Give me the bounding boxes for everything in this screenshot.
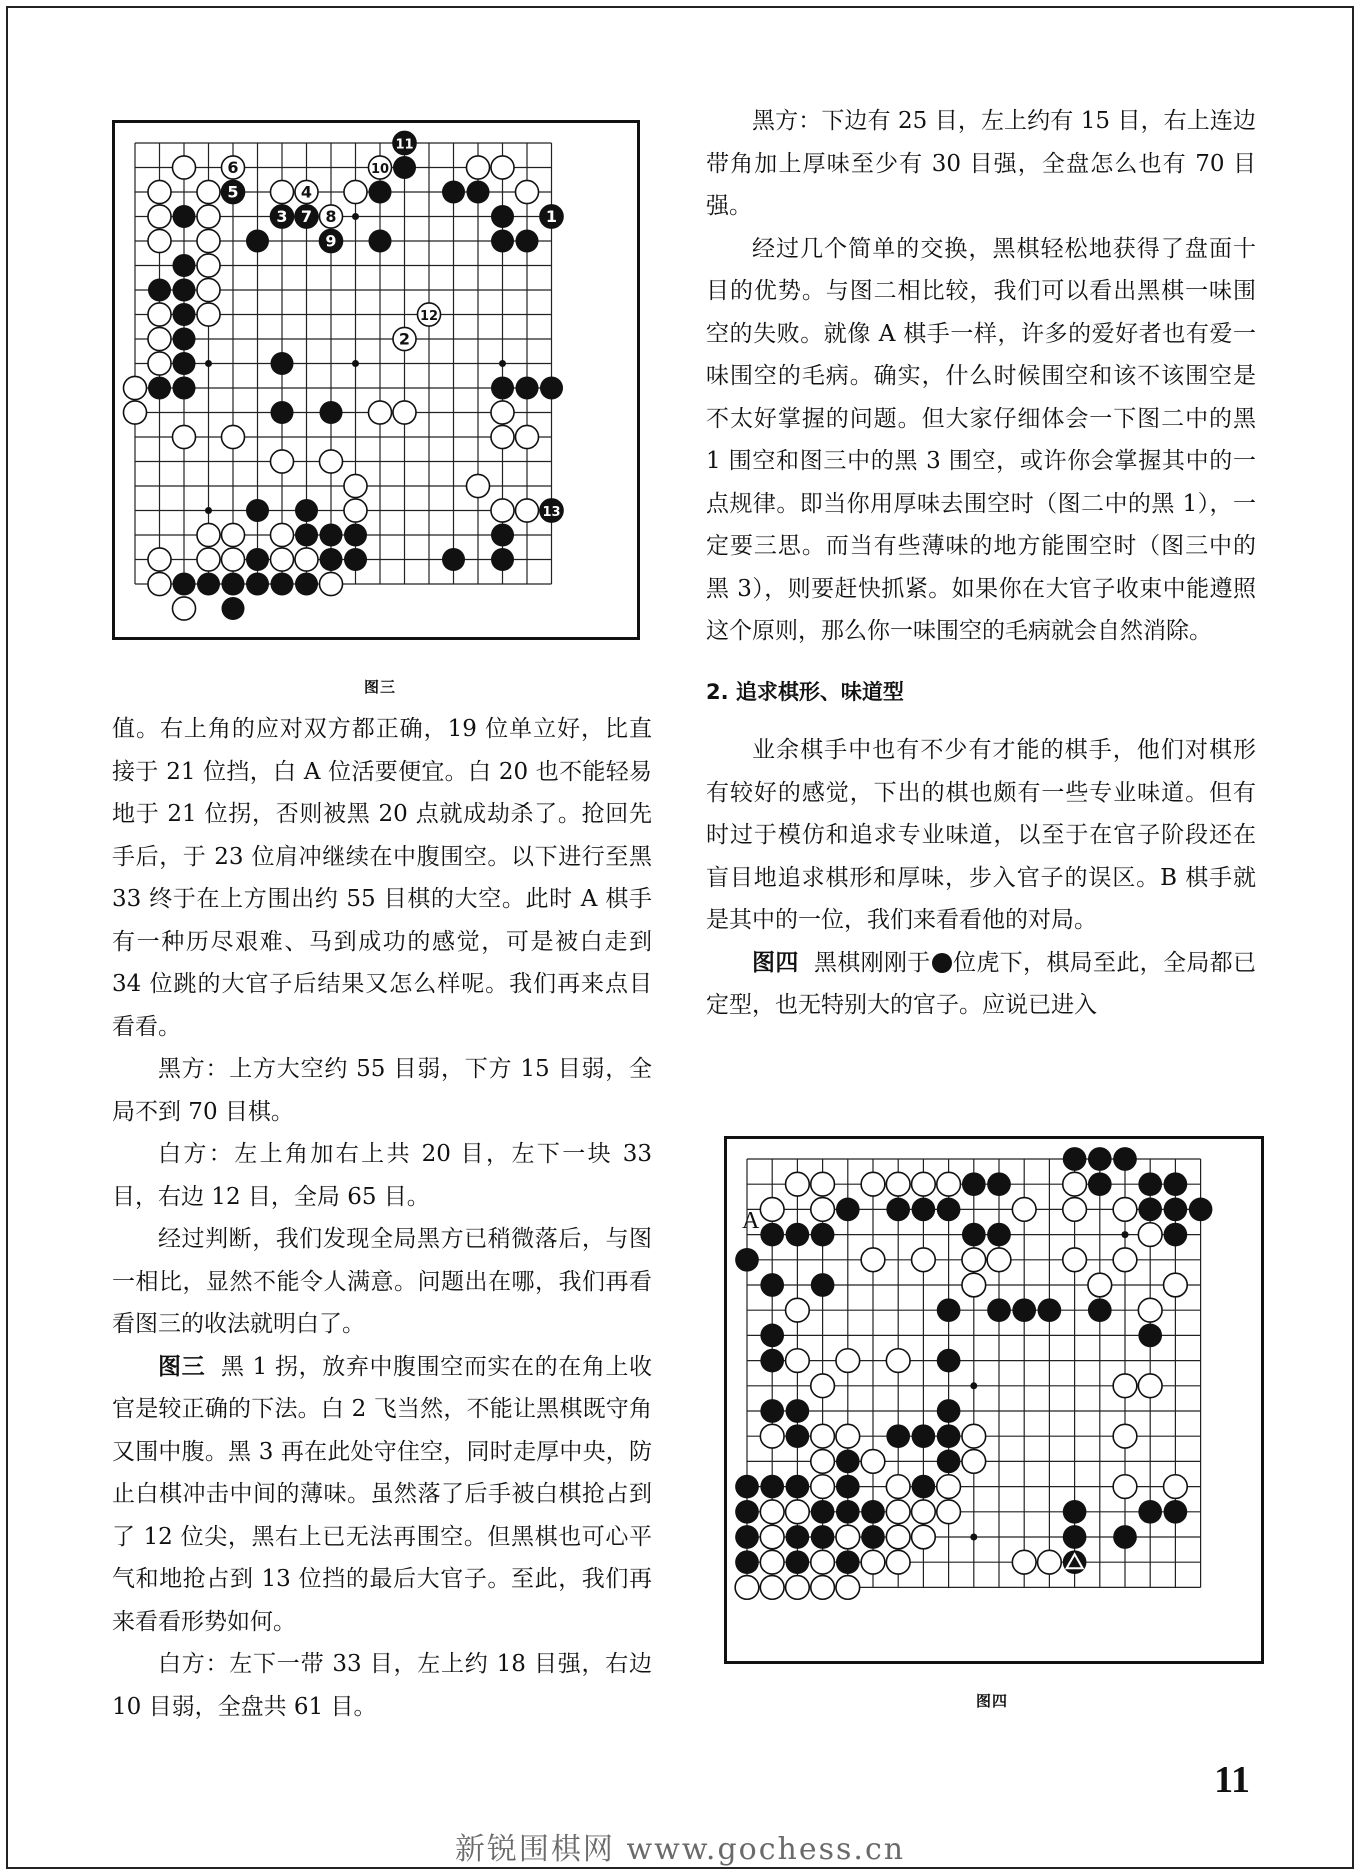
figure3-white-stone — [197, 254, 220, 277]
figure4-black-stone — [912, 1198, 936, 1222]
figure4-black-stone — [836, 1450, 860, 1474]
figure4-black-stone — [1063, 1500, 1087, 1524]
figure4-black-stone — [937, 1298, 961, 1322]
figure4-black-stone — [962, 1223, 986, 1247]
right-paragraph-4 — [706, 942, 1256, 1027]
figure4-white-stone — [987, 1248, 1011, 1272]
figure4-black-stone — [811, 1500, 835, 1524]
figure4-white-stone — [886, 1172, 910, 1196]
figure4-black-stone — [786, 1475, 810, 1499]
figure4-black-stone — [811, 1525, 835, 1549]
figure3-white-stone — [148, 303, 171, 326]
figure4-black-stone — [760, 1349, 784, 1373]
figure3-black-stone — [172, 376, 195, 399]
figure3-black-stone — [270, 401, 293, 424]
figure4-black-stone — [786, 1424, 810, 1448]
figure3-black-stone — [319, 548, 342, 571]
figure4-white-stone — [1138, 1298, 1162, 1322]
left-paragraph-2: 黑方：上方大空约 55 目弱，下方 15 目弱，全局不到 70 目棋。 — [112, 1056, 652, 1125]
figure3-white-stone — [221, 523, 244, 546]
figure4-black-stone — [937, 1399, 961, 1423]
figure4-white-stone — [811, 1576, 835, 1600]
figure4-board — [724, 1136, 1264, 1664]
figure4-black-stone — [987, 1172, 1011, 1196]
figure3-black-stone — [295, 572, 318, 595]
figure3-white-stone — [148, 180, 171, 203]
figure3-black-stone — [172, 303, 195, 326]
figure3-stone-number: 8 — [325, 207, 337, 226]
figure3-white-stone — [221, 548, 244, 571]
figure4-white-stone — [1063, 1198, 1087, 1222]
figure4-black-stone — [937, 1450, 961, 1474]
figure3-black-stone — [491, 205, 514, 228]
figure3-black-stone — [172, 572, 195, 595]
figure4-black-stone — [836, 1500, 860, 1524]
figure4-black-stone — [811, 1223, 835, 1247]
figure3-black-stone — [540, 376, 563, 399]
figure4-black-stone — [735, 1248, 759, 1272]
figure4-black-stone — [760, 1324, 784, 1348]
figure3-black-stone — [515, 376, 538, 399]
figure4-black-stone — [1164, 1500, 1188, 1524]
figure4-white-stone — [1164, 1273, 1188, 1297]
figure3-black-stone — [172, 205, 195, 228]
figure4-black-stone — [912, 1424, 936, 1448]
figure4-black-stone — [937, 1424, 961, 1448]
figure3-white-stone — [148, 205, 171, 228]
figure3-black-stone — [319, 523, 342, 546]
figure4-white-stone — [760, 1525, 784, 1549]
figure3-white-stone — [148, 572, 171, 595]
right-paragraph-3: 业余棋手中也有不少有才能的棋手，他们对棋形有较好的感觉，下出的棋也颇有一些专业味道。但有时过于模仿和追求专业味道，以至于在官子阶段还在盲目地追求棋形和厚味，步入官子的误区。B 棋手就是其中的一位，我们来看看他的对局。 — [706, 737, 1256, 933]
figure4-black-stone — [1063, 1525, 1087, 1549]
figure3-white-stone — [270, 548, 293, 571]
figure4-white-stone — [861, 1550, 885, 1574]
figure4-black-stone — [1063, 1147, 1087, 1171]
figure4-white-stone — [836, 1525, 860, 1549]
figure4-white-stone — [912, 1500, 936, 1524]
figure4-black-stone — [1138, 1172, 1162, 1196]
figure3-black-stone — [491, 229, 514, 252]
figure3-white-stone — [197, 303, 220, 326]
figure4-black-stone — [1138, 1500, 1162, 1524]
figure3-white-stone — [368, 401, 391, 424]
figure4-black-stone — [1164, 1172, 1188, 1196]
figure4-white-stone — [786, 1576, 810, 1600]
figure3-black-stone — [246, 572, 269, 595]
figure4-black-stone — [1164, 1223, 1188, 1247]
figure3-black-stone — [172, 327, 195, 350]
figure4-black-stone — [1138, 1324, 1162, 1348]
figure3-black-stone — [246, 548, 269, 571]
figure3-white-stone — [197, 523, 220, 546]
figure3-black-stone — [344, 548, 367, 571]
figure4-white-stone — [760, 1500, 784, 1524]
right-paragraph-1: 黑方：下边有 25 目，左上约有 15 目，右上连边带角加上厚味至少有 30 目强，全盘怎么也有 70 目强。 — [706, 108, 1256, 219]
left-paragraph-5 — [112, 1346, 652, 1644]
figure4-white-stone — [1164, 1475, 1188, 1499]
figure3-white-stone — [123, 401, 146, 424]
figure3-black-stone — [491, 523, 514, 546]
figure3-board — [112, 120, 640, 640]
figure3-white-stone — [148, 229, 171, 252]
figure4-white-stone — [760, 1576, 784, 1600]
figure3-ref-label: 图三 — [158, 1353, 206, 1380]
figure4-black-stone — [836, 1550, 860, 1574]
left-column — [112, 708, 652, 1728]
figure4-ref-label: 图四 — [752, 949, 799, 976]
figure4-black-stone — [735, 1475, 759, 1499]
figure3-stone-number: 2 — [398, 329, 411, 349]
figure4-black-stone — [987, 1298, 1011, 1322]
figure4-white-stone — [1063, 1172, 1087, 1196]
figure3-black-stone — [148, 278, 171, 301]
figure3-white-stone — [466, 474, 489, 497]
figure3-black-stone — [344, 523, 367, 546]
figure3-black-stone — [246, 229, 269, 252]
figure4-black-stone — [1113, 1147, 1137, 1171]
figure3-white-stone — [197, 278, 220, 301]
figure4-star-point — [970, 1382, 977, 1389]
black-stone-icon — [932, 953, 952, 973]
figure4-white-stone — [886, 1525, 910, 1549]
figure3-black-stone — [393, 156, 416, 179]
figure3-white-stone — [221, 425, 244, 448]
figure4-white-stone — [1138, 1374, 1162, 1398]
figure4-svg — [727, 1139, 1261, 1661]
figure4-black-stone — [1138, 1198, 1162, 1222]
figure3-white-stone — [270, 450, 293, 473]
figure3-black-stone — [442, 180, 465, 203]
figure3-stone-number: 6 — [227, 158, 239, 177]
figure4-white-stone — [786, 1349, 810, 1373]
figure4-white-stone — [811, 1450, 835, 1474]
figure3-black-stone — [270, 572, 293, 595]
figure3-white-stone — [295, 548, 318, 571]
figure4-white-stone — [760, 1198, 784, 1222]
figure3-black-stone — [172, 278, 195, 301]
figure4-black-stone — [786, 1525, 810, 1549]
figure3-stone-number: 10 — [370, 162, 390, 177]
left-paragraph-1: 值。右上角的应对双方都正确，19 位单立好，比直接于 21 位挡，白 A 位活要便宜。白 20 也不能轻易地于 21 位拐，否则被黑 20 点就成劫杀了。抢回先手后，于 23 位肩冲继续在中腹围空。以下进行至黑 33 终于在上方围出约 55 目棋的大空。此时 A 棋手有一种历尽艰难、马到成功的感觉，可是被白走到 34 位跳的大官子后结果又怎么样呢。我们再来点目看看。 — [112, 716, 652, 1040]
figure4-black-stone — [937, 1349, 961, 1373]
figure3-black-stone — [368, 229, 391, 252]
figure3-white-stone — [466, 156, 489, 179]
left-paragraph-6: 白方：左下一带 33 目，左上约 18 目强，右边 10 目弱，全盘共 61 目。 — [112, 1651, 652, 1720]
right-paragraph-4-text-b: 位虎下，棋局至此，全局都已定型，也无特别大的官子。应说已进入 — [706, 949, 1257, 1018]
figure4-star-point — [970, 1534, 977, 1541]
figure4-black-stone — [786, 1399, 810, 1423]
left-paragraph-3: 白方：左上角加右上共 20 目，左下一块 33 目，右边 12 目，全局 65 目。 — [112, 1141, 652, 1210]
figure3-white-stone — [491, 499, 514, 522]
figure4-white-stone — [962, 1273, 986, 1297]
figure4-white-stone — [786, 1500, 810, 1524]
figure4-black-stone — [760, 1399, 784, 1423]
figure4-white-stone — [1012, 1198, 1036, 1222]
figure3-stone-number: 5 — [227, 182, 239, 202]
figure3-grid — [135, 143, 552, 584]
figure3-star-point — [499, 360, 506, 367]
figure3-white-stone — [148, 352, 171, 375]
figure4-white-stone — [811, 1424, 835, 1448]
figure3-black-stone — [270, 352, 293, 375]
figure4-black-stone — [786, 1223, 810, 1247]
figure4-white-stone — [811, 1550, 835, 1574]
figure3-white-stone — [393, 401, 416, 424]
figure3-white-stone — [172, 597, 195, 620]
right-paragraph-4-text-a: 黑棋刚刚于 — [813, 949, 931, 976]
figure4-white-stone — [1038, 1550, 1062, 1574]
figure3-black-stone — [246, 499, 269, 522]
figure3-white-stone — [491, 156, 514, 179]
figure4-white-stone — [811, 1172, 835, 1196]
figure3-black-stone — [172, 352, 195, 375]
figure4-black-stone — [861, 1525, 885, 1549]
figure4-black-stone — [937, 1198, 961, 1222]
figure3-white-stone — [197, 205, 220, 228]
figure4-white-stone — [1088, 1273, 1112, 1297]
figure3-white-stone — [515, 180, 538, 203]
figure3-white-stone — [319, 572, 342, 595]
figure3-black-stone — [466, 180, 489, 203]
figure3-black-stone — [197, 572, 220, 595]
figure4-white-stone — [811, 1198, 835, 1222]
figure4-black-stone — [836, 1198, 860, 1222]
figure4-white-stone — [1113, 1374, 1137, 1398]
figure4-white-stone — [962, 1424, 986, 1448]
figure3-white-stone — [148, 548, 171, 571]
figure4-white-stone — [836, 1349, 860, 1373]
figure4-black-stone — [886, 1198, 910, 1222]
figure4-black-stone — [912, 1475, 936, 1499]
figure3-white-stone — [319, 450, 342, 473]
figure4-white-stone — [962, 1248, 986, 1272]
figure4-black-stone — [1038, 1298, 1062, 1322]
figure4-white-stone — [861, 1248, 885, 1272]
figure4-black-stone — [735, 1500, 759, 1524]
figure3-white-stone — [491, 401, 514, 424]
figure4-black-stone — [861, 1500, 885, 1524]
figure4-white-stone — [786, 1298, 810, 1322]
figure4-black-stone — [1088, 1172, 1112, 1196]
figure4-white-stone — [962, 1450, 986, 1474]
figure4-black-stone — [836, 1475, 860, 1499]
watermark: 新锐围棋网 www.gochess.cn — [454, 1832, 906, 1867]
right-paragraph-2: 经过几个简单的交换，黑棋轻松地获得了盘面十目的优势。与图二相比较，我们可以看出黑棋一味围空的失败。就像 A 棋手一样，许多的爱好者也有爱一味围空的毛病。确实，什么时候围空和该不该围空是不太好掌握的问题。但大家仔细体会一下图二中的黑 1 围空和图三中的黑 3 围空，或许你会掌握其中的一点规律。即当你用厚味去围空时（图二中的黑 1），一定要三思。而当有些薄味的地方能围空时（图三中的黑 3），则要赶快抓紧。如果你在大官子收束中能遵照这个原则，那么你一味围空的毛病就会自然消除。 — [706, 235, 1256, 644]
figure4-white-stone — [861, 1172, 885, 1196]
figure4-black-stone — [1189, 1198, 1213, 1222]
figure4-black-stone — [1164, 1198, 1188, 1222]
figure3-caption: 图三 — [363, 678, 396, 696]
figure4-black-stone — [987, 1223, 1011, 1247]
figure4-white-stone — [861, 1450, 885, 1474]
figure3-white-stone — [148, 327, 171, 350]
figure3-white-stone — [344, 180, 367, 203]
figure4-white-stone — [886, 1349, 910, 1373]
figure3-white-stone — [270, 180, 293, 203]
figure3-black-stone — [172, 254, 195, 277]
figure3-stone-number: 7 — [300, 207, 313, 226]
figure3-white-stone — [172, 156, 195, 179]
figure3-white-stone — [197, 548, 220, 571]
left-paragraph-4: 经过判断，我们发现全局黑方已稍微落后，与图一相比，显然不能令人满意。问题出在哪，我们再看看图三的收法就明白了。 — [112, 1226, 652, 1337]
figure4-black-stone — [1088, 1147, 1112, 1171]
figure4-black-stone — [760, 1475, 784, 1499]
figure4-black-stone — [760, 1223, 784, 1247]
section-heading: 2. 追求棋形、味道型 — [706, 679, 904, 704]
figure4-white-stone — [760, 1424, 784, 1448]
figure3-white-stone — [515, 425, 538, 448]
figure3-white-stone — [515, 499, 538, 522]
figure3-black-stone — [319, 401, 342, 424]
figure4-white-stone — [1113, 1475, 1137, 1499]
figure4-white-stone — [1113, 1198, 1137, 1222]
figure3-star-point — [352, 360, 359, 367]
figure4-white-stone — [735, 1576, 759, 1600]
figure3-black-stone — [221, 572, 244, 595]
figure4-black-stone — [735, 1550, 759, 1574]
figure4-black-stone — [760, 1273, 784, 1297]
right-column — [706, 100, 1256, 1027]
figure4-white-stone — [836, 1576, 860, 1600]
figure4-black-stone — [735, 1525, 759, 1549]
figure4-label-a: A — [742, 1208, 760, 1234]
figure3-black-stone — [442, 548, 465, 571]
figure3-black-stone — [491, 548, 514, 571]
figure3-stone-number: 11 — [395, 137, 414, 153]
figure4-white-stone — [836, 1424, 860, 1448]
figure3-stone-number: 1 — [545, 207, 558, 226]
figure3-stone-number: 9 — [325, 231, 337, 251]
figure4-black-stone — [962, 1172, 986, 1196]
figure3-stone-number: 3 — [276, 207, 288, 226]
figure4-white-stone — [811, 1374, 835, 1398]
figure3-black-stone — [148, 376, 171, 399]
figure4-white-stone — [760, 1550, 784, 1574]
figure3-white-stone — [270, 523, 293, 546]
figure4-black-stone — [1113, 1525, 1137, 1549]
figure4-white-stone — [937, 1475, 961, 1499]
figure3-white-stone — [197, 229, 220, 252]
figure4-white-stone — [937, 1500, 961, 1524]
figure4-white-stone — [886, 1475, 910, 1499]
figure3-star-point — [352, 213, 359, 220]
figure3-star-point — [205, 507, 212, 514]
figure3-black-stone — [295, 499, 318, 522]
figure3-black-stone — [368, 180, 391, 203]
figure3-stone-number: 12 — [419, 309, 439, 324]
figure3-svg — [115, 123, 637, 637]
figure3-white-stone — [172, 425, 195, 448]
figure4-white-stone — [886, 1500, 910, 1524]
figure3-white-stone — [344, 499, 367, 522]
figure4-white-stone — [937, 1172, 961, 1196]
figure4-white-stone — [912, 1248, 936, 1272]
figure3-black-stone — [221, 597, 244, 620]
figure3-stone-number: 13 — [542, 505, 561, 520]
figure4-black-stone — [811, 1273, 835, 1297]
figure4-white-stone — [912, 1525, 936, 1549]
figure4-white-stone — [886, 1550, 910, 1574]
figure3-black-stone — [515, 229, 538, 252]
figure4-black-stone — [786, 1550, 810, 1574]
figure4-white-stone — [786, 1172, 810, 1196]
figure4-white-stone — [1063, 1248, 1087, 1272]
figure4-white-stone — [912, 1172, 936, 1196]
figure3-star-point — [205, 360, 212, 367]
figure4-caption: 图四 — [975, 1692, 1008, 1710]
figure4-white-stone — [811, 1475, 835, 1499]
figure3-white-stone — [197, 180, 220, 203]
figure3-white-stone — [491, 425, 514, 448]
figure3-black-stone — [491, 376, 514, 399]
figure4-star-point — [1122, 1231, 1129, 1238]
figure4-white-stone — [1138, 1223, 1162, 1247]
figure3-stone-number: 4 — [300, 182, 313, 202]
figure4-black-stone — [886, 1424, 910, 1448]
figure4-white-stone — [1012, 1550, 1036, 1574]
page-number: 11 — [1214, 1759, 1250, 1801]
figure4-black-stone — [1012, 1298, 1036, 1322]
figure4-white-stone — [1113, 1424, 1137, 1448]
figure3-white-stone — [344, 474, 367, 497]
figure4-black-stone — [1088, 1298, 1112, 1322]
figure3-black-stone — [295, 523, 318, 546]
left-paragraph-5-text: 黑 1 拐，放弃中腹围空而实在的在角上收官是较正确的下法。白 2 飞当然，不能让黑棋既守角又围中腹。黑 3 再在此处守住空，同时走厚中央，防止白棋冲击中间的薄味。虽然落了后手被白棋抢占到了 12 位尖，黑右上已无法再围空。但黑棋也可心平气和地抢占到 13 位挡的最后大官子。至此，我们再来看看形势如何。 — [112, 1353, 653, 1635]
figure3-white-stone — [123, 376, 146, 399]
figure4-white-stone — [1113, 1248, 1137, 1272]
